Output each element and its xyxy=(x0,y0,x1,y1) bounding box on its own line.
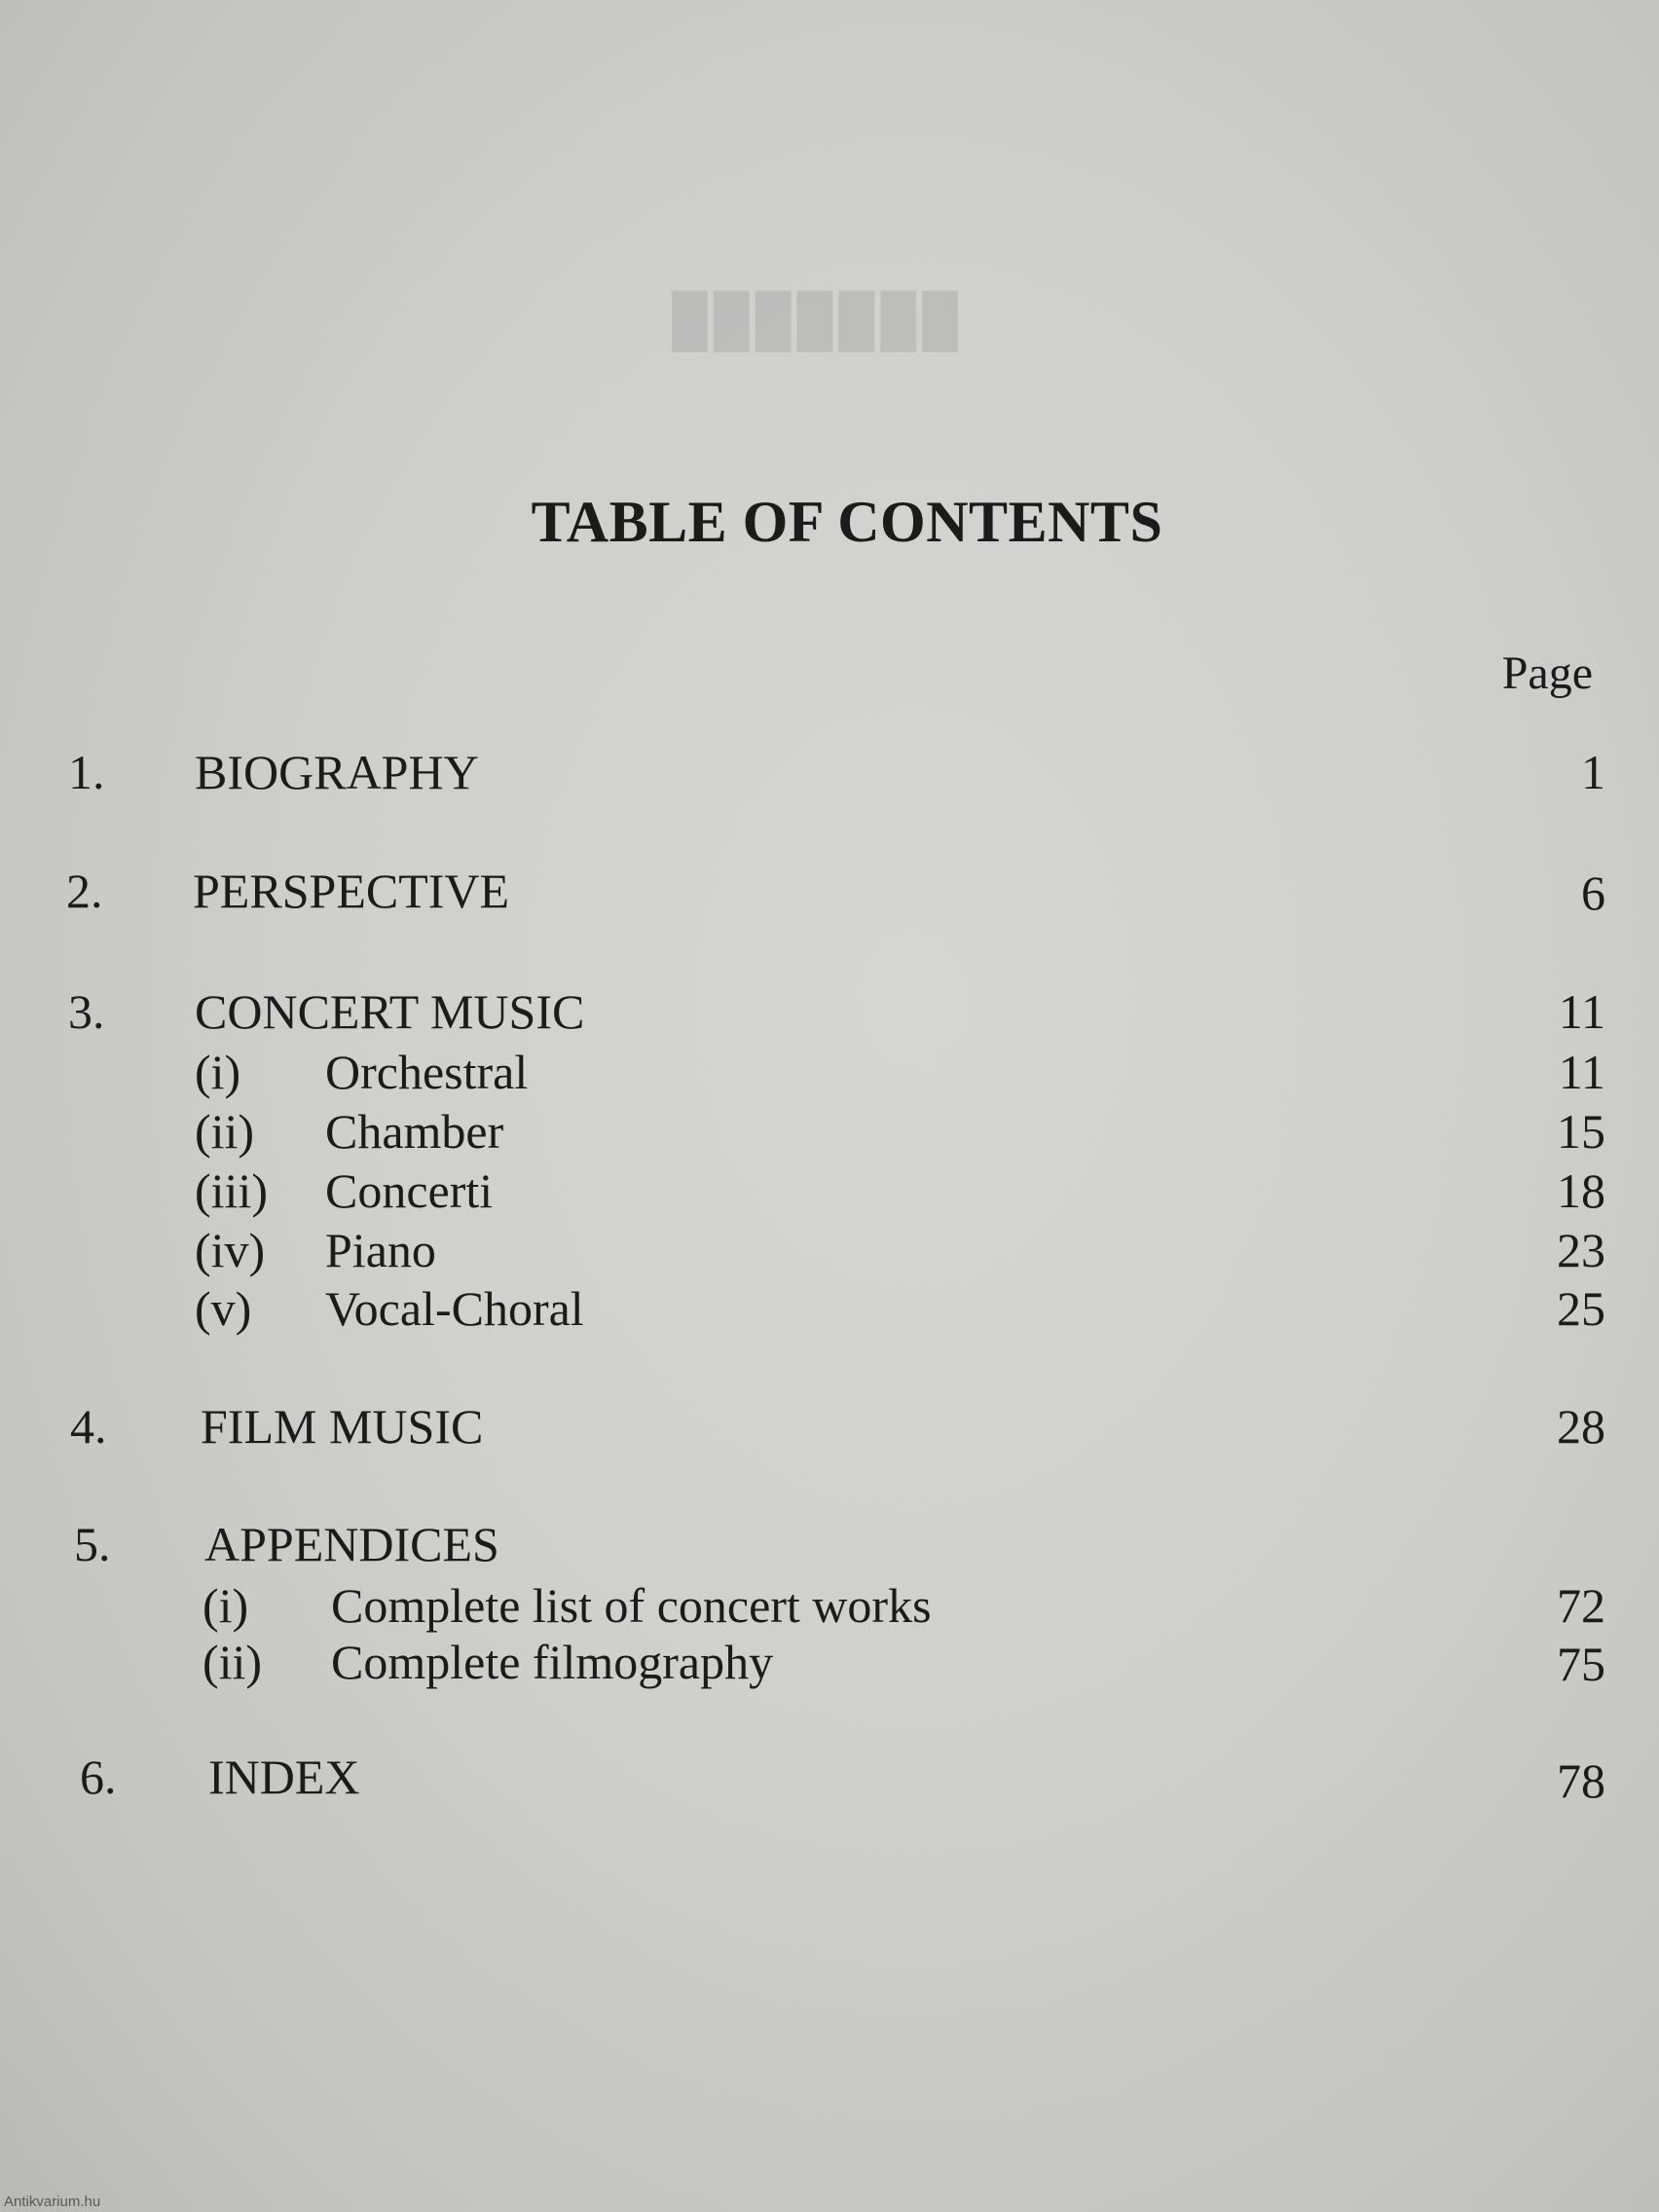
entry-number: 3. xyxy=(68,984,105,1039)
subentry-roman: (ii) xyxy=(195,1104,255,1159)
subentry-roman: (i) xyxy=(195,1045,241,1099)
entry-number: 2. xyxy=(66,864,103,918)
entry-page: 28 xyxy=(1557,1399,1605,1454)
entry-number: 4. xyxy=(70,1399,107,1454)
page-column-header: Page xyxy=(1501,647,1593,699)
subentry-roman: (ii) xyxy=(203,1635,263,1689)
entry-page: 6 xyxy=(1581,866,1605,920)
subentry-label: Piano xyxy=(325,1223,436,1277)
entry-label: PERSPECTIVE xyxy=(193,864,510,918)
subentry-page: 15 xyxy=(1557,1104,1605,1159)
subentry-page: 25 xyxy=(1557,1281,1605,1336)
subentry-roman: (iv) xyxy=(195,1223,266,1277)
subentry-roman: (i) xyxy=(203,1578,249,1633)
subentry-page: 75 xyxy=(1557,1637,1605,1691)
subentry-label: Concerti xyxy=(325,1163,494,1218)
subentry-page: 23 xyxy=(1557,1223,1605,1277)
entry-number: 6. xyxy=(80,1750,117,1804)
entry-label: APPENDICES xyxy=(204,1517,499,1571)
subentry-label: Vocal-Choral xyxy=(325,1281,584,1336)
entry-number: 1. xyxy=(68,745,105,799)
subentry-label: Complete filmography xyxy=(331,1635,774,1689)
entry-page: 11 xyxy=(1558,984,1605,1039)
entry-label: FILM MUSIC xyxy=(201,1399,484,1454)
subentry-label: Complete list of concert works xyxy=(331,1578,932,1633)
entry-page: 78 xyxy=(1557,1753,1605,1808)
subentry-label: Chamber xyxy=(325,1104,504,1159)
page-title: TABLE OF CONTENTS xyxy=(531,490,1163,554)
entry-label: BIOGRAPHY xyxy=(195,745,479,799)
entry-number: 5. xyxy=(74,1517,111,1571)
bleed-through-decoration: ███████ xyxy=(672,293,964,349)
watermark-logo: Antikvarium.hu xyxy=(4,2194,101,2210)
subentry-label: Orchestral xyxy=(325,1045,529,1099)
entry-label: INDEX xyxy=(208,1750,360,1804)
subentry-roman: (iii) xyxy=(195,1163,268,1218)
entry-label: CONCERT MUSIC xyxy=(195,984,585,1039)
entry-page: 1 xyxy=(1581,745,1605,799)
subentry-page: 11 xyxy=(1558,1045,1605,1099)
subentry-page: 72 xyxy=(1557,1578,1605,1633)
subentry-roman: (v) xyxy=(195,1281,252,1336)
subentry-page: 18 xyxy=(1557,1163,1605,1218)
